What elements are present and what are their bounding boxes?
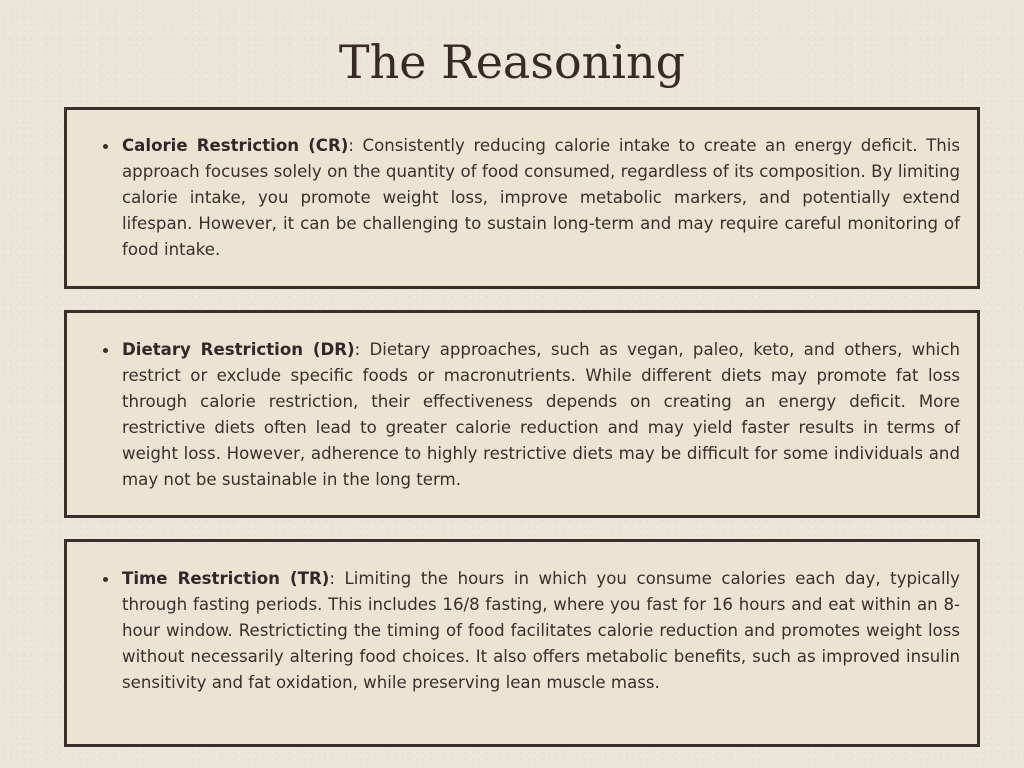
bullet-icon	[103, 348, 108, 353]
calorie-restriction-card	[64, 107, 980, 289]
term-description: : Consistently reducing calorie intake to create an energy deficit. This approach focuses solely on the quantity of food consumed, regardless of its composition. By limiting calorie intake, you promote weight loss, improve metabolic markers, and potentially extend lifespan. However, it can be challenging to sustain long-term and may require careful monitoring of food intake.	[122, 136, 961, 259]
term-description: : Limiting the hours in which you consume calories each day, typically through fasting periods. This includes 16/8 fasting, where you fast for 16 hours and eat within an 8-hour window. Restricticting the timing of food facilitates calorie reduction and promotes weight loss without necessarily altering food choices. It also offers metabolic benefits, such as improved insulin sensitivity and fat oxidation, while preserving lean muscle mass.	[122, 569, 960, 692]
list-item	[122, 566, 960, 696]
term-label: Dietary Restriction (DR)	[122, 340, 355, 359]
list-item	[122, 133, 960, 263]
dietary-restriction-card	[64, 310, 980, 518]
term-description: : Dietary approaches, such as vegan, paleo, keto, and others, which restrict or exclude specific foods or macronutrients. While different diets may promote fat loss through calorie restriction, their effectiveness depends on creating an energy deficit. More restrictive diets often lead to greater calorie reduction and may yield faster results in terms of weight loss. However, adherence to highly restrictive diets may be difficult for some individuals and may not be sustainable in the long term.	[122, 340, 960, 489]
list-item	[122, 337, 960, 493]
bullet-icon	[103, 144, 108, 149]
term-label: Calorie Restriction (CR)	[122, 136, 349, 155]
term-label: Time Restriction (TR)	[122, 569, 330, 588]
page-title: The Reasoning	[338, 35, 686, 89]
bullet-icon	[103, 577, 108, 582]
time-restriction-card	[64, 539, 980, 747]
